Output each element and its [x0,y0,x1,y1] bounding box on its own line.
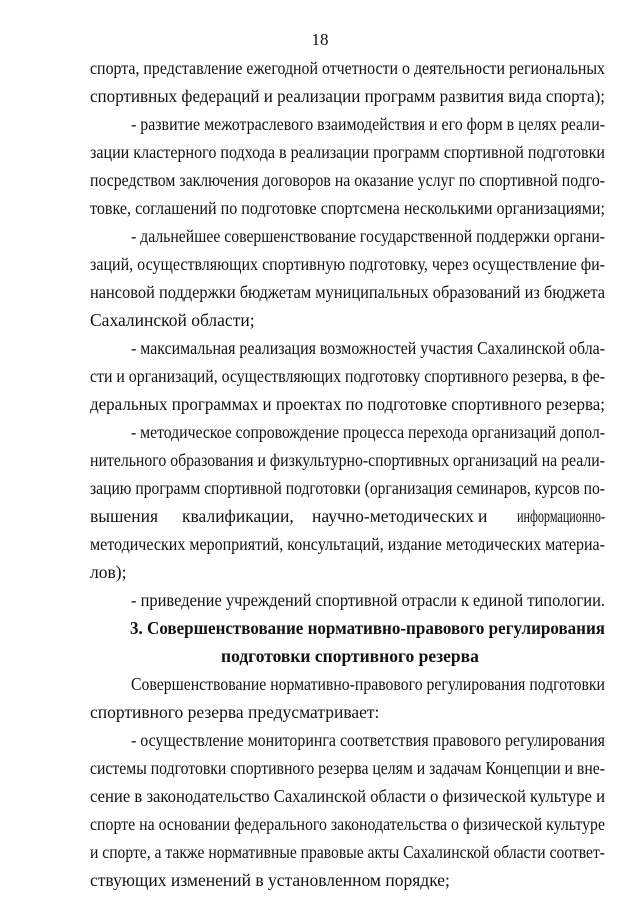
text-line-content: - приведение учреждений спортивной отрасли к единой типологии. [131,590,605,610]
text-line-content: зацию программ спортивной подготовки (организация семинаров, курсов по- [90,478,605,498]
page-number: 18 [311,30,329,49]
text-line-content: спорта, представление ежегодной отчетности о деятельности региональных [90,58,605,78]
text-line-content: спорте на основании федерального законодательства о физической культуре [90,814,605,834]
text-line-content: ствующих изменений в установленном порядке; [90,870,450,890]
text-line-content: сти и организаций, осуществляющих подготовку спортивного резерва, в фе- [90,366,605,386]
text-word: вышения [90,506,159,526]
text-line-content: спортивных федераций и реализации программ развития вида спорта); [90,86,605,106]
text-word: и [478,506,488,526]
text-word: квалификации, [182,506,294,526]
text-line-content: посредством заключения договоров на оказание услуг по спортивной подго- [90,170,605,190]
text-line-content: и спорте, а также нормативные правовые акты Сахалинской области соответ- [90,842,605,862]
text-line-content: зации кластерного подхода в реализации программ спортивной подготовки [90,142,605,162]
text-line-content: - развитие межотраслевого взаимодействия и его форм в целях реали- [131,114,605,134]
text-word: научно-методических [312,506,474,526]
text-line-content: - методическое сопровождение процесса перехода организаций допол- [131,422,605,442]
text-line-content: Сахалинской области; [90,310,255,330]
text-line-content: заций, осуществляющих спортивную подготовку, через осуществление фи- [90,254,605,274]
text-line-content: деральных программах и проектах по подготовке спортивного резерва; [90,394,605,414]
section-heading-line: подготовки спортивного резерва [221,646,479,666]
text-line-content: нансовой поддержки бюджетам муниципальных образований из бюджета [90,282,605,302]
text-line-content: товке, соглашений по подготовке спортсмена несколькими организациями; [90,198,605,218]
text-line-content: - осуществление мониторинга соответствия правового регулирования [131,730,605,750]
text-line-content: методических мероприятий, консультаций, издание методических материа- [90,534,605,554]
text-line-content: Совершенствование нормативно-правового регулирования подготовки [131,674,605,694]
text-line-content: нительного образования и физкультурно-спортивных организаций на реали- [90,450,605,470]
text-line-content: спортивного резерва предусматривает: [90,702,380,722]
text-line-content: лов); [90,562,127,582]
text-line-content: системы подготовки спортивного резерва целям и задачам Концепции и вне- [90,758,605,778]
text-word: информационно- [517,506,605,526]
text-line-content: - дальнейшее совершенствование государственной поддержки органи- [131,226,605,246]
section-heading-line: 3. Совершенствование нормативно-правового регулирования [130,618,605,638]
text-line-content: сение в законодательство Сахалинской области о физической культуре и [90,786,605,806]
text-line-content: - максимальная реализация возможностей участия Сахалинской обла- [131,338,605,358]
